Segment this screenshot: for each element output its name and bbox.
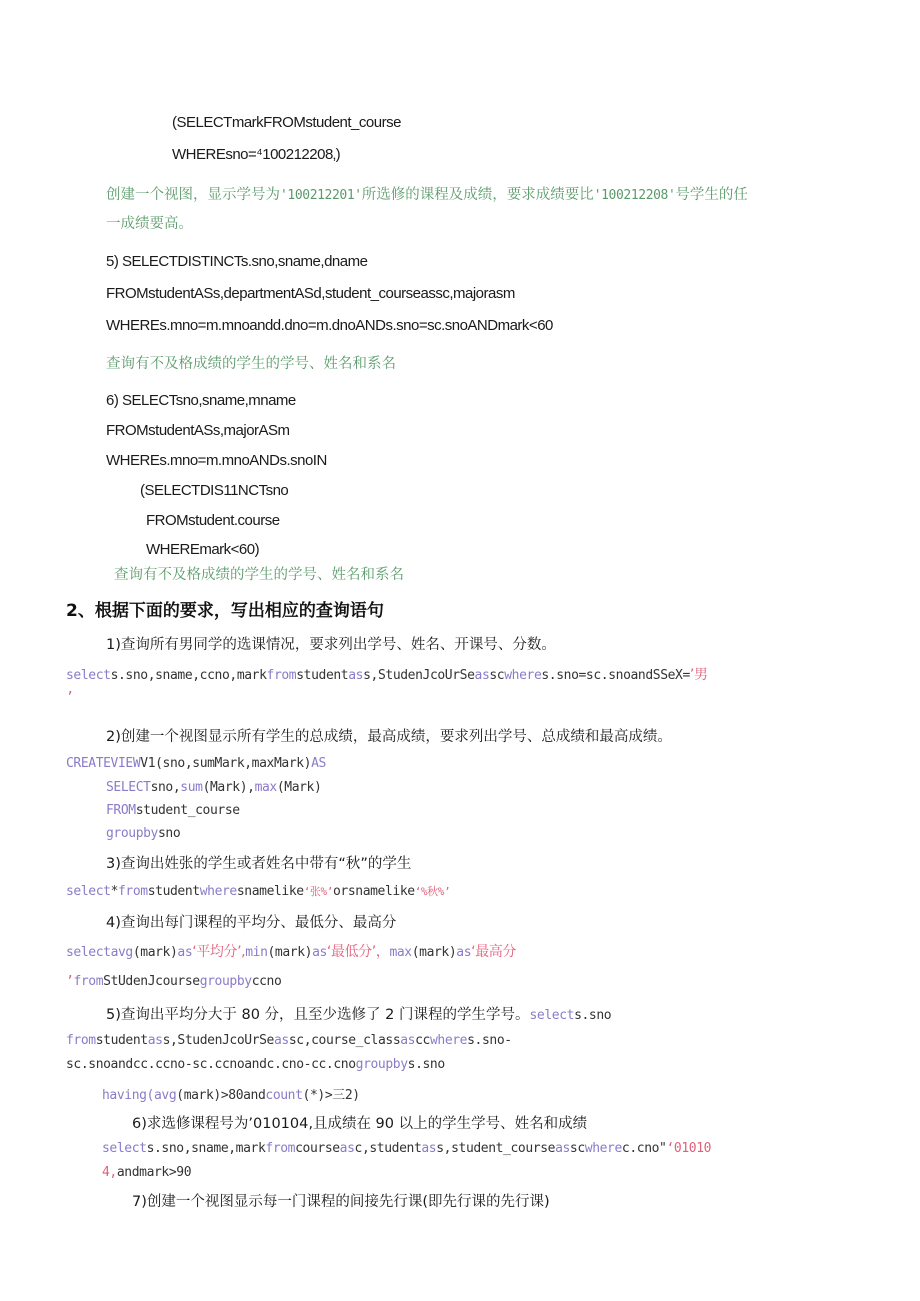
sql-line: WHEREsno=⁴100212208‚)	[172, 146, 341, 163]
item-text: 2)创建一个视图显示所有学生的总成绩，最高成绩，要求列出学号、总成绩和最高成绩。	[106, 729, 672, 745]
item-text: 7)创建一个视图显示每一门课程的间接先行课(即先行课的先行课)	[132, 1194, 550, 1210]
sql-line: FROMstudent.course	[146, 512, 280, 529]
item-text: 6)求选修课程号为’010104‚且成绩在 90 以上的学生学号、姓名和成绩	[132, 1116, 588, 1132]
code-line: CREATEVIEWV1(sno,sumMark,maxMark)AS	[66, 756, 326, 771]
code-line: selects.sno,sname,markfromcourseasc,studentass,student_courseasscwherec.cno"‘01010	[102, 1141, 712, 1156]
code-line: groupbysno	[106, 826, 181, 841]
code-line: selects.sno,sname,ccno,markfromstudentass,StudenJcoUrSeasscwheres.sno=sc.snoandSSeX=’男	[66, 667, 708, 683]
code-line: select*fromstudentwheresnamelike‘张%’orsnamelike‘%秋%’	[66, 884, 451, 899]
code-line: selectavg(mark)as‘平均分’,min(mark)as‘最低分’，max(mark)as‘最高分	[66, 944, 516, 960]
sql-line: FROMstudentASs,majorASm	[106, 422, 290, 439]
code-line: ’	[66, 690, 74, 705]
sql-line: WHEREs.mno=m.mnoANDs.snoIN	[106, 452, 327, 469]
sql-line: (SELECTmarkFROMstudent_course	[172, 114, 401, 131]
note-line: 一成绩要高。	[106, 216, 193, 232]
sql-line: (SELECTDIS11NCTsno	[140, 482, 289, 499]
item-text: 5)查询出平均分大于 80 分，且至少选修了 2 门课程的学生学号。selects.sno	[106, 1007, 612, 1023]
code-line: ’fromStUdenJcoursegroupbyccno	[66, 974, 282, 989]
code-line: 4‚andmark>90	[102, 1165, 192, 1180]
item-text: 3)查询出姓张的学生或者姓名中带有“秋”的学生	[106, 856, 412, 872]
section-heading: 2、根据下面的要求，写出相应的查询语句	[66, 601, 384, 621]
item-text: 1)查询所有男同学的选课情况，要求列出学号、姓名、开课号、分数。	[106, 637, 556, 653]
code-line: having(avg(mark)>80andcount(*)>三2)	[102, 1088, 360, 1103]
sql-line: FROMstudentASs,departmentASd,student_courseassc,majorasm	[106, 285, 515, 302]
code-line: FROMstudent_course	[106, 803, 240, 818]
note-line: 创建一个视图，显示学号为'100212201'所选修的课程及成绩，要求成绩要比'100212208'号学生的任	[106, 187, 748, 203]
item-text: 4)查询出每门课程的平均分、最低分、最高分	[106, 915, 397, 931]
note-line: 查询有不及格成绩的学生的学号、姓名和系名	[106, 356, 396, 372]
note-line: 查询有不及格成绩的学生的学号、姓名和系名	[114, 567, 404, 583]
sql-line: 6) SELECTsno,sname,mname	[106, 392, 296, 409]
sql-line: 5) SELECTDISTINCTs.sno,sname,dname	[106, 253, 368, 270]
code-line: fromstudentass,StudenJcoUrSeassc,course_classasccwheres.sno-	[66, 1033, 512, 1048]
code-line: sc.snoandcc.ccno-sc.ccnoandc.cno-cc.cnogroupbys.sno	[66, 1057, 445, 1072]
sql-line: WHEREmark<60)	[146, 541, 260, 558]
code-line: SELECTsno,sum(Mark),max(Mark)	[106, 780, 322, 795]
sql-line: WHEREs.mno=m.mnoandd.dno=m.dnoANDs.sno=sc.snoANDmark<60	[106, 317, 553, 334]
